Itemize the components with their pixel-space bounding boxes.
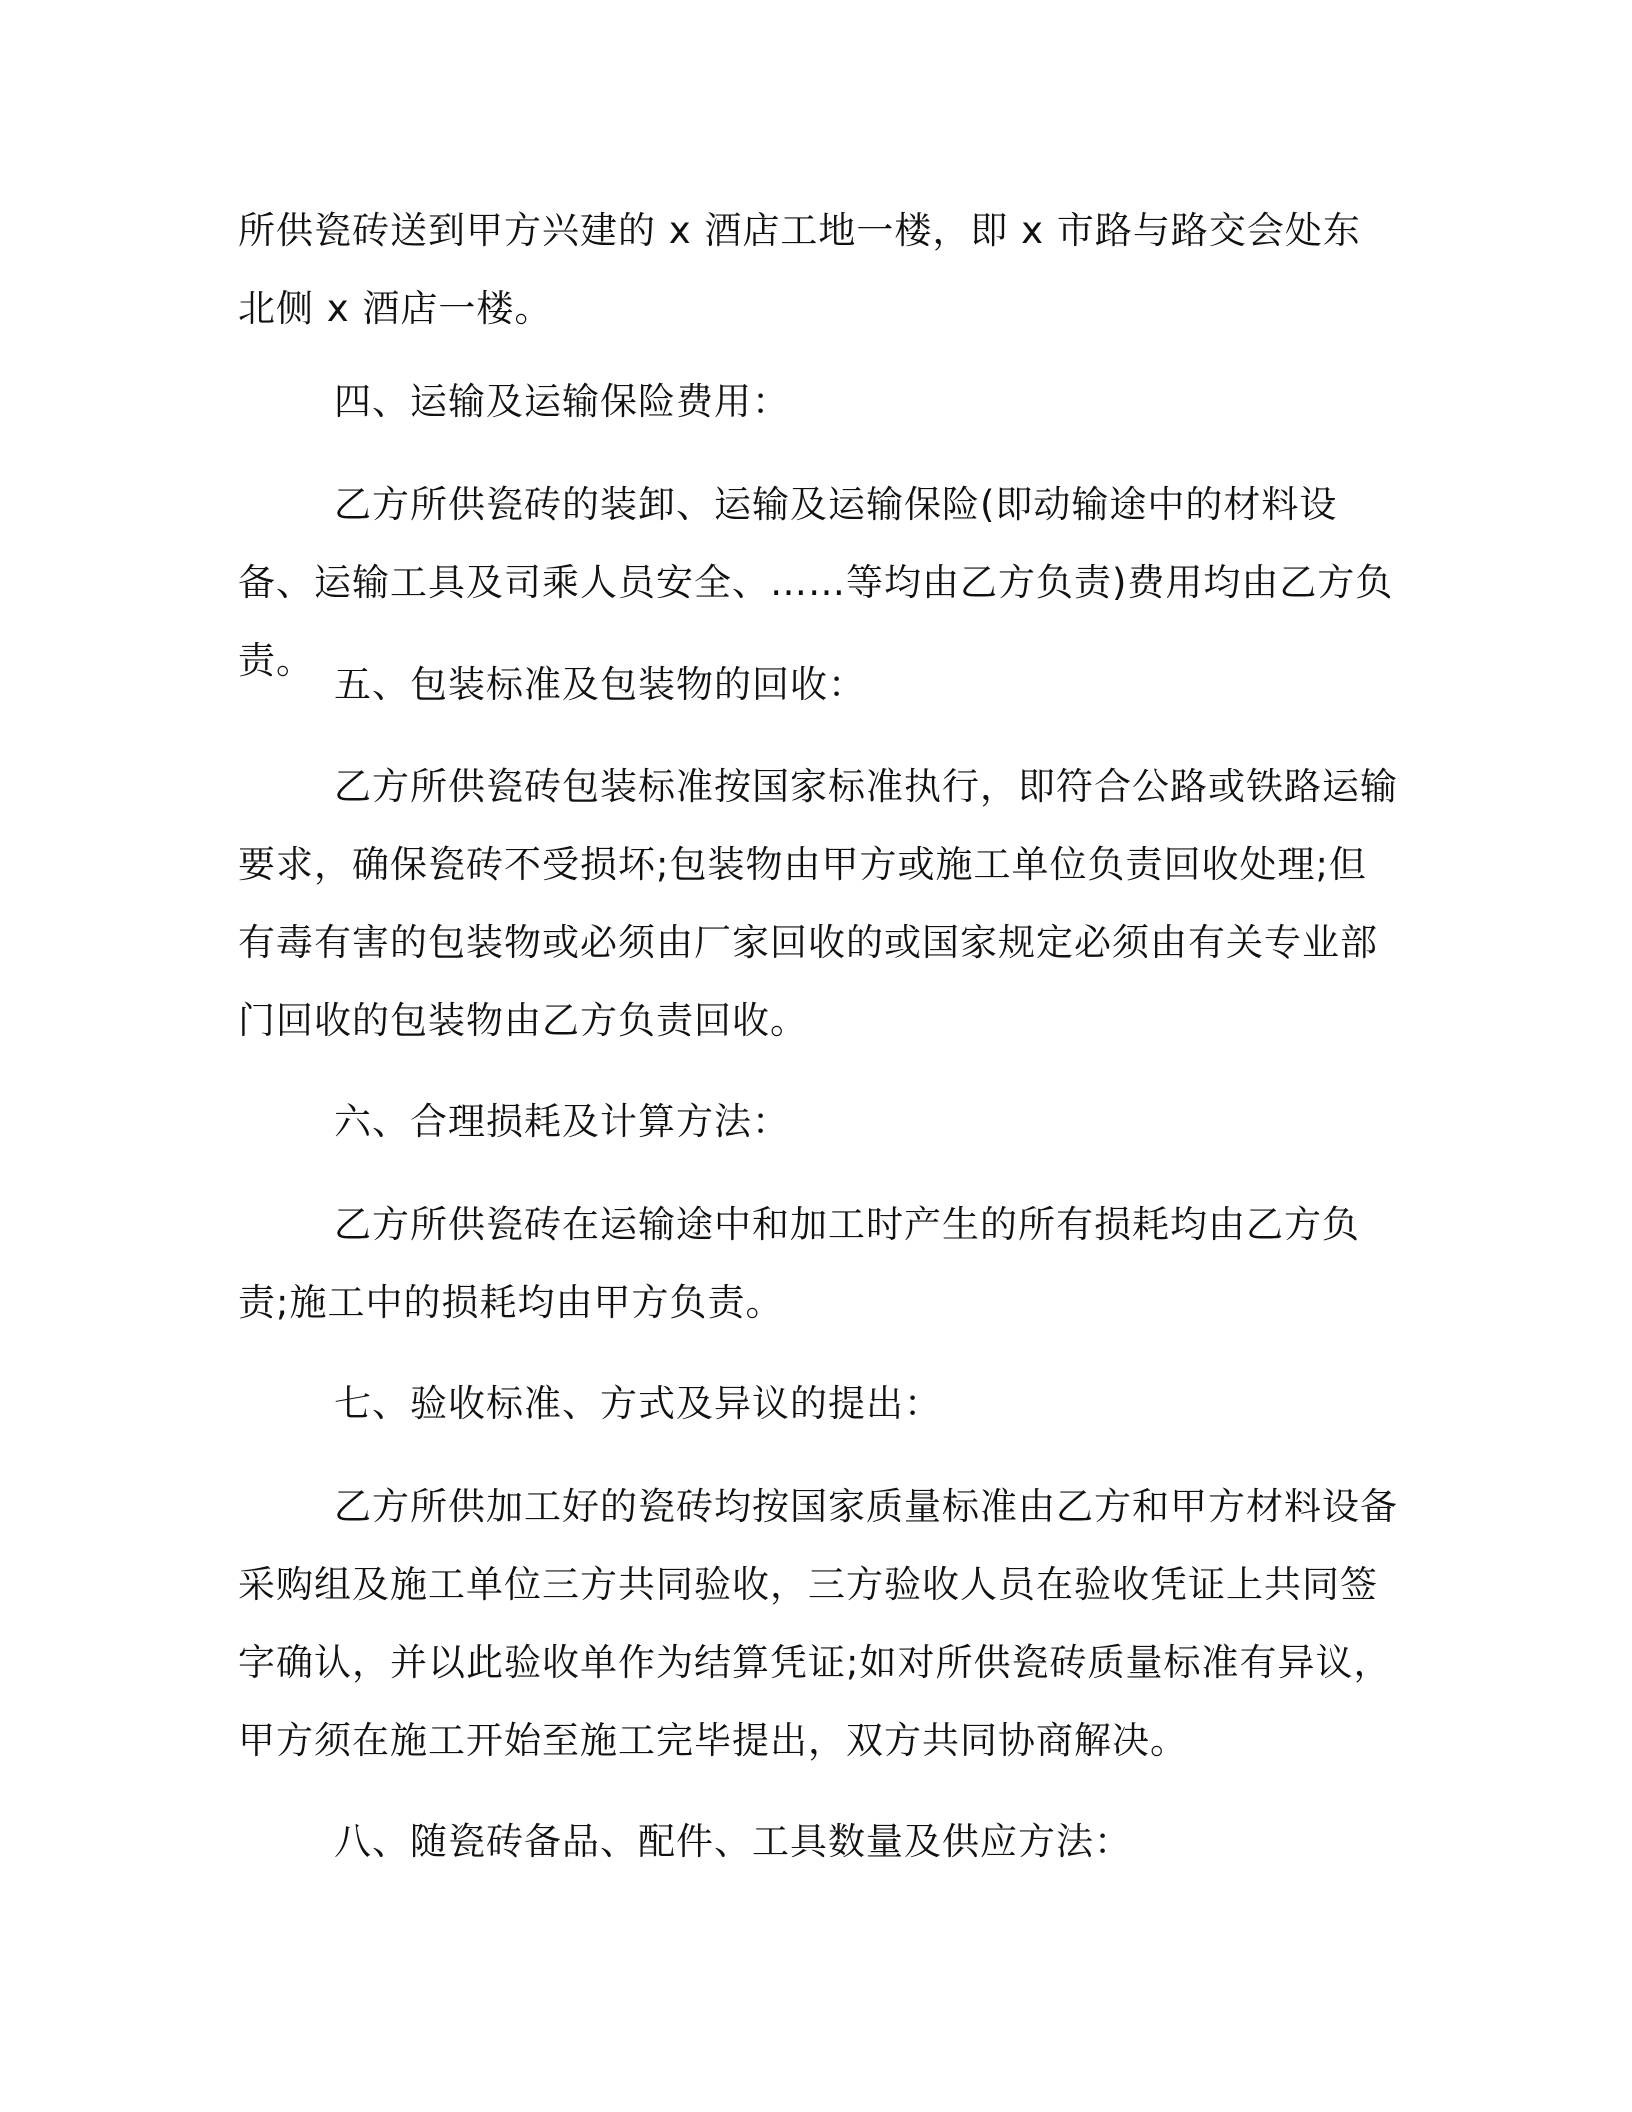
paragraph-delivery-location: 所供瓷砖送到甲方兴建的 x 酒店工地一楼，即 x 市路与路交会处东北侧 x 酒店一楼。: [238, 209, 1361, 330]
paragraph-packaging: 乙方所供瓷砖包装标准按国家标准执行，即符合公路或铁路运输要求，确保瓷砖不受损坏;包装物由甲方或施工单位负责回收处理;但有毒有害的包装物或必须由厂家回收的或国家规定必须由有关专业部门回收的包装物由乙方负责回收。: [238, 765, 1398, 1042]
heading-transport-insurance: 四、运输及运输保险费用：: [334, 380, 790, 423]
heading-loss-calculation: 六、合理损耗及计算方法：: [334, 1100, 790, 1143]
paragraph-acceptance: 乙方所供加工好的瓷砖均按国家质量标准由乙方和甲方材料设备采购组及施工单位三方共同验收，三方验收人员在验收凭证上共同签字确认，并以此验收单作为结算凭证;如对所供瓷砖质量标准有异议，甲方须在施工开始至施工完毕提出，双方共同协商解决。: [238, 1485, 1398, 1762]
paragraph-transport-insurance: 乙方所供瓷砖的装卸、运输及运输保险(即动输途中的材料设备、运输工具及司乘人员安全、……等均由乙方负责)费用均由乙方负责。: [238, 483, 1394, 682]
heading-acceptance: 七、验收标准、方式及异议的提出：: [334, 1382, 942, 1425]
heading-packaging: 五、包装标准及包装物的回收：: [334, 663, 866, 706]
heading-spare-parts: 八、随瓷砖备品、配件、工具数量及供应方法：: [334, 1820, 1132, 1863]
paragraph-loss-calculation: 乙方所供瓷砖在运输途中和加工时产生的所有损耗均由乙方负责;施工中的损耗均由甲方负责。: [238, 1203, 1360, 1324]
